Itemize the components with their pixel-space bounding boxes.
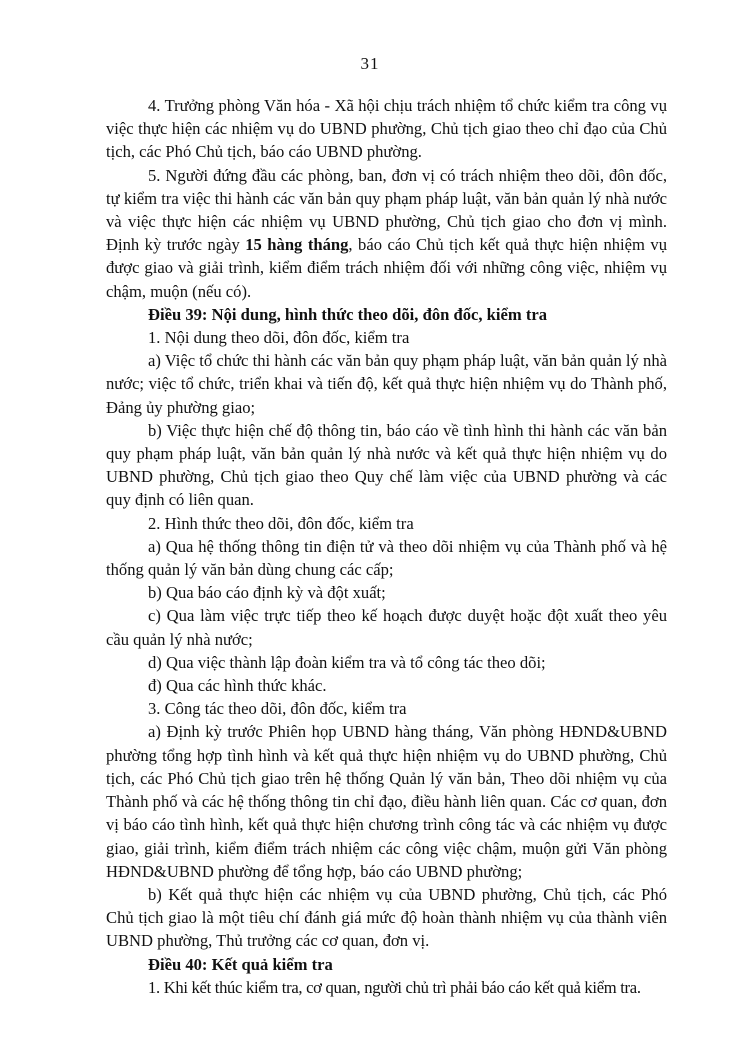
text-run: 2. Hình thức theo dõi, đôn đốc, kiểm tra [148, 513, 414, 533]
body-paragraph [106, 651, 667, 674]
text-run: d) Qua việc thành lập đoàn kiểm tra và tổ công tác theo dõi; [148, 652, 546, 672]
text-run: đ) Qua các hình thức khác. [148, 676, 327, 696]
article-heading [106, 953, 667, 976]
body-paragraph [106, 697, 667, 720]
text-run: 1. Nội dung theo dõi, đôn đốc, kiểm tra [148, 328, 410, 348]
body-paragraph [106, 604, 667, 650]
text-run: a) Định kỳ trước Phiên họp UBND hàng tháng, Văn phòng HĐND&UBND phường tổng hợp tình hình và kết quả thực hiện nhiệm vụ do UBND phường, Chủ tịch, các Phó Chủ tịch giao trên hệ thống Quản lý văn bản, Theo dõi nhiệm vụ của Thành phố và các hệ thống thông tin chỉ đạo, điều hành liên quan. Các cơ quan, đơn vị báo cáo tình hình, kết quả thực hiện chương trình công tác và các nhiệm vụ được giao, giải trình, kiểm điểm trách nhiệm các công việc chậm, muộn gửi Văn phòng HĐND&UBND phường để tổng hợp, báo cáo UBND phường; [106, 722, 667, 881]
body-paragraph [106, 535, 667, 581]
body-paragraph [106, 164, 667, 303]
page-number: 31 [360, 54, 380, 73]
body-paragraph [106, 419, 667, 512]
text-run: , báo cáo Chủ tịch kết quả thực hiện nhiệm vụ được giao và giải trình, kiểm điểm trách nhiệm đối với những công việc, nhiệm vụ chậm, muộn (nếu có). [106, 235, 667, 301]
text-run: a) Việc tổ chức thi hành các văn bản quy phạm pháp luật, văn bản quản lý nhà nước; việc tổ chức, triển khai và tiến độ, kết quả thực hiện nhiệm vụ do Thành phố, Đảng ủy phường giao; [106, 351, 667, 417]
body-paragraph [106, 976, 667, 999]
text-run: b) Kết quả thực hiện các nhiệm vụ của UBND phường, Chủ tịch, các Phó Chủ tịch giao là một tiêu chí đánh giá mức độ hoàn thành nhiệm vụ của thành viên UBND phường, Thủ trưởng các cơ quan, đơn vị. [106, 884, 667, 951]
text-run: 1. Khi kết thúc kiểm tra, cơ quan, người chủ trì phải báo cáo kết quả kiểm tra. [148, 977, 641, 997]
body-paragraph [106, 883, 667, 953]
text-run: c) Qua làm việc trực tiếp theo kế hoạch được duyệt hoặc đột xuất theo yêu cầu quản lý nhà nước; [106, 606, 667, 649]
text-run: Điều 40: Kết quả kiểm tra [148, 954, 333, 974]
body-paragraph [106, 349, 667, 419]
body-paragraph [106, 326, 667, 349]
text-run: 4. Trưởng phòng Văn hóa - Xã hội chịu trách nhiệm tổ chức kiểm tra công vụ việc thực hiện các nhiệm vụ do UBND phường, Chủ tịch giao theo chỉ đạo của Chủ tịch, các Phó Chủ tịch, báo cáo UBND phường. [106, 96, 667, 162]
text-run: 5. Người đứng đầu các phòng, ban, đơn vị có trách nhiệm theo dõi, đôn đốc, tự kiểm tra việc thi hành các văn bản quy phạm pháp luật, văn bản quản lý nhà nước và việc thực hiện các nhiệm vụ UBND phường, Chủ tịch giao cho đơn vị mình. Định kỳ trước ngày [106, 165, 667, 255]
body-paragraph [106, 581, 667, 604]
body-paragraph [106, 512, 667, 535]
text-run: b) Qua báo cáo định kỳ và đột xuất; [148, 583, 386, 603]
text-run: Điều 39: Nội dung, hình thức theo dõi, đôn đốc, kiểm tra [148, 304, 548, 324]
body-paragraph [106, 720, 667, 882]
text-run: a) Qua hệ thống thông tin điện tử và theo dõi nhiệm vụ của Thành phố và hệ thống quản lý văn bản dùng chung các cấp; [106, 536, 667, 580]
body-paragraph [106, 674, 667, 697]
text-run: b) Việc thực hiện chế độ thông tin, báo cáo về tình hình thi hành các văn bản quy phạm pháp luật, văn bản quản lý nhà nước và kết quả thực hiện nhiệm vụ do UBND phường, Chủ tịch giao theo Quy chế làm việc của UBND phường và các quy định có liên quan. [106, 420, 667, 510]
body-paragraph [106, 94, 667, 164]
article-heading [106, 303, 667, 326]
text-run: 3. Công tác theo dõi, đôn đốc, kiểm tra [148, 699, 407, 719]
bold-text-run: 15 hàng tháng [245, 235, 349, 255]
document-body [106, 94, 667, 999]
